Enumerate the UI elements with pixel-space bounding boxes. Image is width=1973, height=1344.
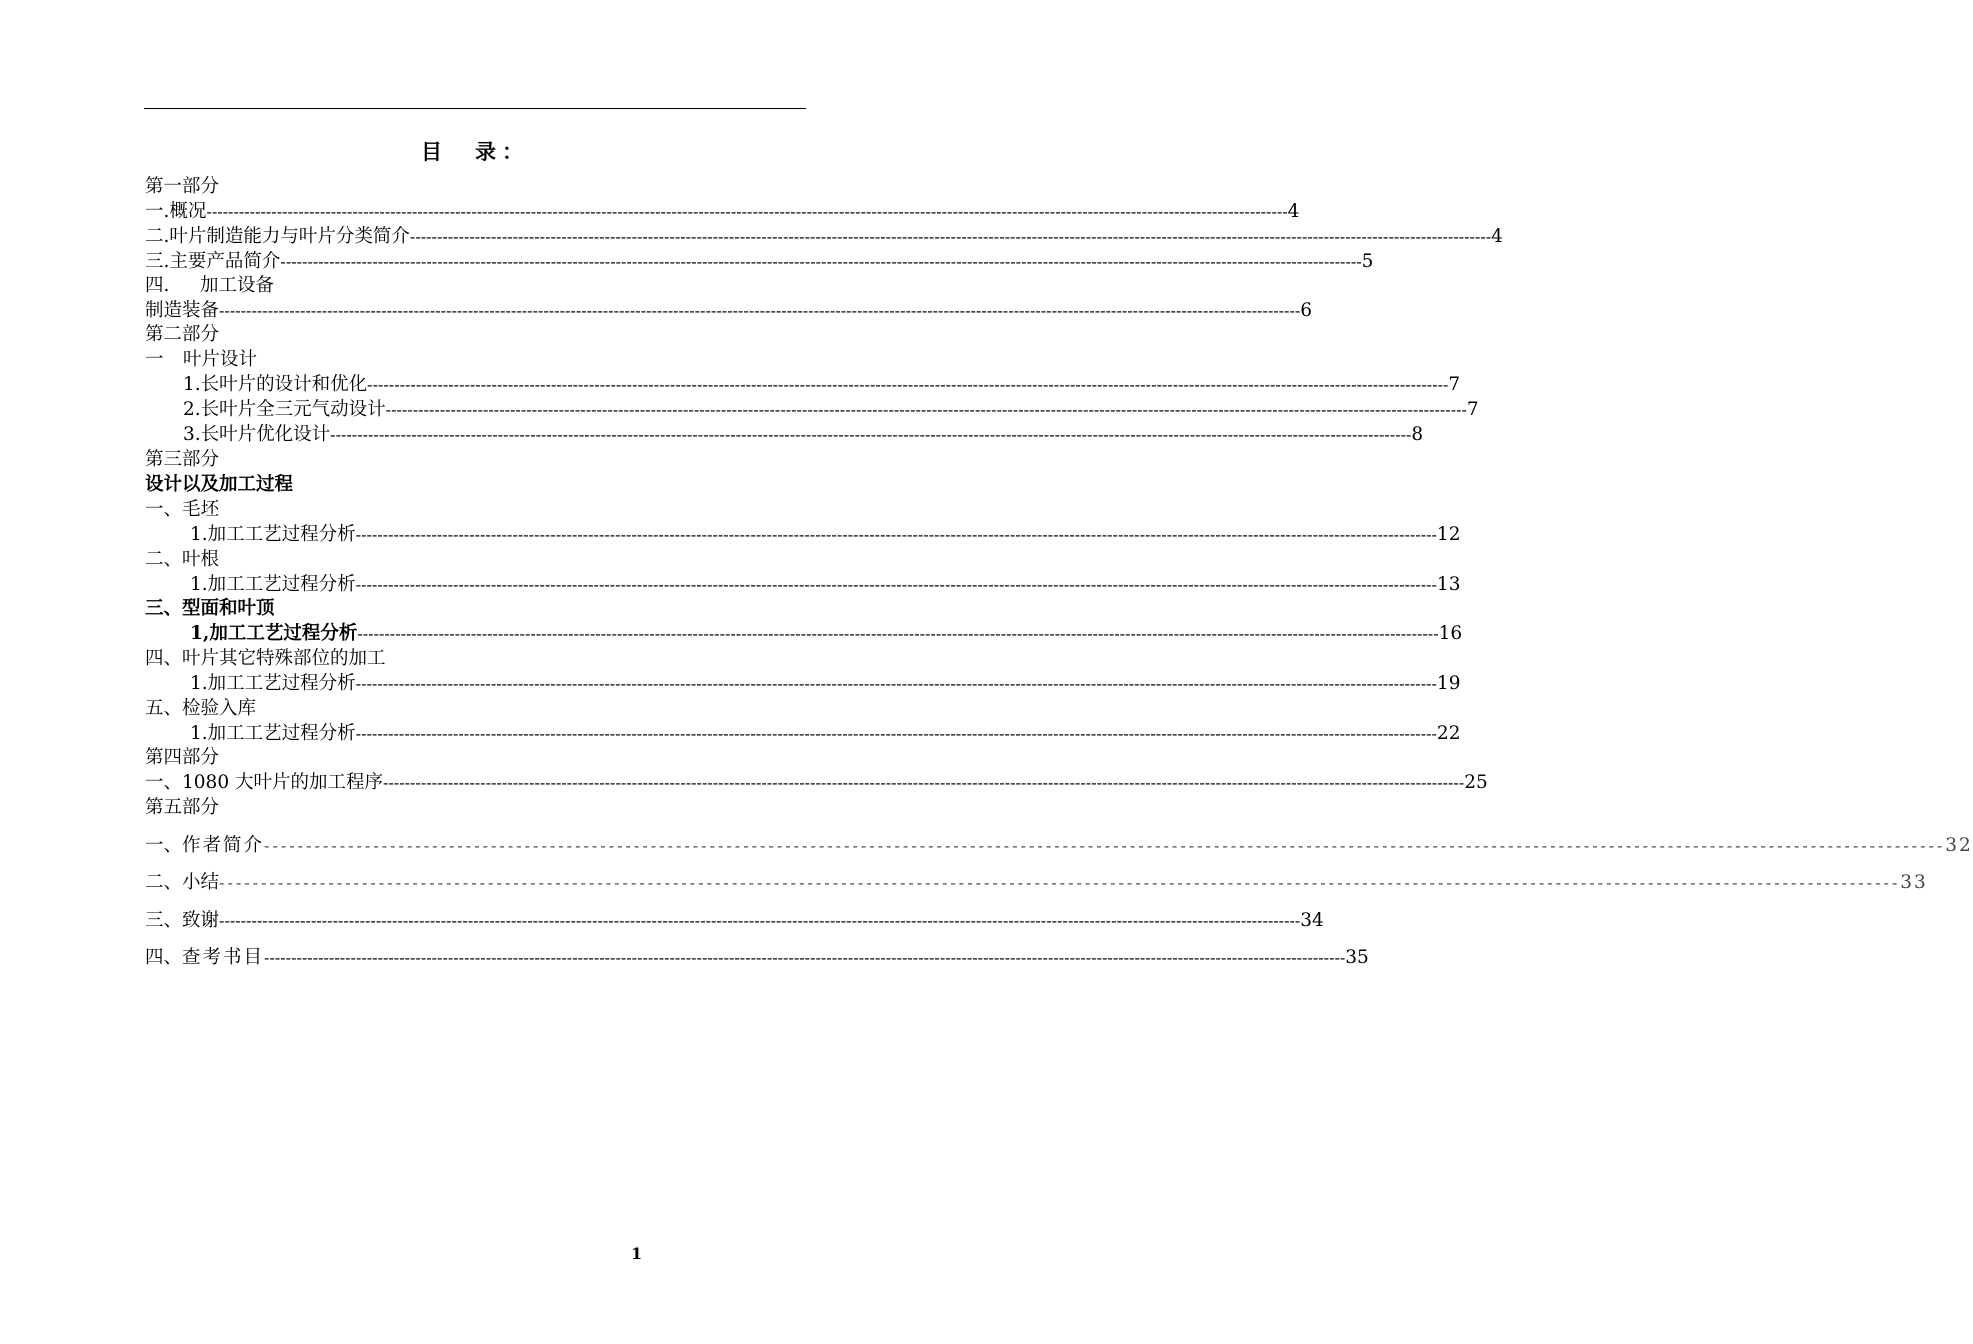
entry-number: 一. [145,201,170,222]
entry-label: 长叶片全三元气动设计 [200,399,386,420]
leader-dots: -------------------------------------------------------------------------------------------------------------------------------------------------------------------------------------------------------- [206,202,1288,221]
leader-dots: -------------------------------------------------------------------------------------------------------------------------------------------------------------------------------------------------------- [264,948,1346,967]
leader-dots: -------------------------------------------------------------------------------------------------------------------------------------------------------------------------------------------------------- [219,911,1301,930]
entry-number: 2. [183,399,201,420]
entry-page: 22 [1436,723,1461,744]
part-label: 第一部分 [145,176,220,197]
entry-label: 查考书目 [182,947,265,968]
leader-dots: -------------------------------------------------------------------------------------------------------------------------------------------------------------------------------------------------------- [330,425,1412,444]
entry-label: 一、毛坯 [145,499,220,520]
leader-dots: -------------------------------------------------------------------------------------------------------------------------------------------------------------------------------------------------------- [385,400,1467,419]
entry-label: 长叶片的设计和优化 [200,374,368,395]
entry-number: 3. [183,424,201,445]
entry-number: 1. [183,374,201,395]
entry-page: 33 [1900,872,1928,893]
entry-page: 19 [1436,673,1461,694]
leader-dots: -------------------------------------------------------------------------------------------------------------------------------------------------------------------------------------------------------- [264,836,1946,855]
entry-page: 35 [1345,947,1369,968]
entry-number: 三. [145,251,170,272]
leader-dots: -------------------------------------------------------------------------------------------------------------------------------------------------------------------------------------------------------- [219,301,1301,320]
entry-label: 加工工艺过程分析 [207,673,356,694]
entry-label: 叶片制造能力与叶片分类简介 [169,226,410,247]
entry-label: 加工设备 [200,275,275,296]
entry-page: 6 [1300,300,1313,321]
leader-dots: -------------------------------------------------------------------------------------------------------------------------------------------------------------------------------------------------------- [355,724,1437,743]
entry-page: 16 [1438,623,1463,644]
entry-label: 制造装备 [145,300,220,321]
entry-page: 7 [1466,399,1479,420]
section-heading[interactable] [145,597,275,621]
entry-page: 13 [1436,574,1461,595]
part-heading [145,796,219,820]
entry-number: 三、 [145,910,183,931]
toc-entry[interactable] [190,622,1463,646]
toc-entry[interactable] [183,373,1461,397]
entry-page: 12 [1436,524,1461,545]
leader-dots: -------------------------------------------------------------------------------------------------------------------------------------------------------------------------------------------------------- [280,252,1362,271]
entry-label: 1080 大叶片的加工程序 [182,772,383,793]
part-label: 第四部分 [145,747,220,768]
entry-label: 三、型面和叶顶 [145,598,275,619]
entry-number: 一 [145,349,164,370]
entry-number: 一、 [145,772,183,793]
toc-entry[interactable] [190,722,1461,746]
entry-number: 1. [190,574,208,595]
toc-entry[interactable] [145,834,1973,858]
entry-label: 加工工艺过程分析 [207,723,356,744]
footer-page-number: 1 [631,1244,643,1263]
entry-number: 四. [145,275,170,296]
entry-number: 二、 [145,872,183,893]
toc-entry[interactable] [183,398,1479,422]
entry-label: 二、叶根 [145,549,220,570]
toc-entry[interactable] [190,672,1461,696]
entry-page: 5 [1361,251,1374,272]
entry-label: 作者简介 [182,835,265,856]
section-heading[interactable] [145,498,219,522]
entry-number: 一、 [145,835,183,856]
page-title: 目 录： [421,140,529,164]
entry-page: 8 [1411,424,1424,445]
entry-label: 致谢 [182,910,220,931]
toc-entry[interactable] [145,250,1374,274]
section-heading[interactable] [145,548,219,572]
entry-label: 小结 [182,872,220,893]
leader-dots: -------------------------------------------------------------------------------------------------------------------------------------------------------------------------------------------------------- [355,575,1437,594]
part-label: 第二部分 [145,324,220,345]
leader-dots: -------------------------------------------------------------------------------------------------------------------------------------------------------------------------------------------------------- [409,227,1492,246]
part-subtitle [145,473,293,497]
part-heading [145,323,219,347]
leader-dots: -------------------------------------------------------------------------------------------------------------------------------------------------------------------------------------------------------- [367,375,1449,394]
entry-page: 7 [1448,374,1461,395]
entry-label: 加工工艺过程分析 [209,623,358,644]
toc-entry[interactable] [145,909,1324,933]
entry-label: 主要产品简介 [169,251,281,272]
section-heading[interactable] [145,348,257,372]
section-heading[interactable] [145,697,256,721]
leader-dots: -------------------------------------------------------------------------------------------------------------------------------------------------------------------------------------------------------- [382,773,1465,792]
entry-number: 二. [145,226,170,247]
toc-entry[interactable] [145,225,1503,249]
entry-number: 四、 [145,947,183,968]
toc-entry[interactable] [190,523,1461,547]
entry-label: 加工工艺过程分析 [207,574,356,595]
leader-dots: -------------------------------------------------------------------------------------------------------------------------------------------------------------------------------------------------------- [355,674,1437,693]
part-heading [145,448,219,472]
entry-page: 25 [1464,772,1488,793]
toc-entry[interactable] [145,274,274,298]
part-heading [145,175,219,199]
header-rule [144,108,806,109]
entry-number: 1. [190,723,208,744]
part-subtitle-text: 设计以及加工过程 [145,474,294,495]
toc-entry[interactable] [145,771,1488,795]
entry-number: 1, [190,623,210,644]
leader-dots: -------------------------------------------------------------------------------------------------------------------------------------------------------------------------------------------------------- [219,873,1901,892]
section-heading[interactable] [145,647,386,671]
entry-label: 加工工艺过程分析 [207,524,356,545]
toc-entry[interactable] [145,871,1928,895]
toc-entry[interactable] [145,200,1300,224]
entry-page: 4 [1287,201,1300,222]
entry-label: 四、叶片其它特殊部位的加工 [145,648,386,669]
entry-number: 1. [190,524,208,545]
toc-entry[interactable] [145,299,1313,323]
toc-entry[interactable] [145,946,1369,970]
entry-label: 五、检验入库 [145,698,257,719]
leader-dots: -------------------------------------------------------------------------------------------------------------------------------------------------------------------------------------------------------- [357,624,1439,643]
entry-label: 概况 [169,201,207,222]
entry-number: 1. [190,673,208,694]
toc-entry[interactable] [190,573,1461,597]
toc-entry[interactable] [183,423,1424,447]
entry-page: 32 [1945,835,1973,856]
entry-label: 长叶片优化设计 [200,424,331,445]
entry-page: 4 [1491,226,1503,247]
part-label: 第三部分 [145,449,220,470]
entry-label: 叶片设计 [183,349,258,370]
entry-page: 34 [1300,910,1324,931]
leader-dots: -------------------------------------------------------------------------------------------------------------------------------------------------------------------------------------------------------- [355,525,1437,544]
part-label: 第五部分 [145,797,220,818]
part-heading [145,746,219,770]
